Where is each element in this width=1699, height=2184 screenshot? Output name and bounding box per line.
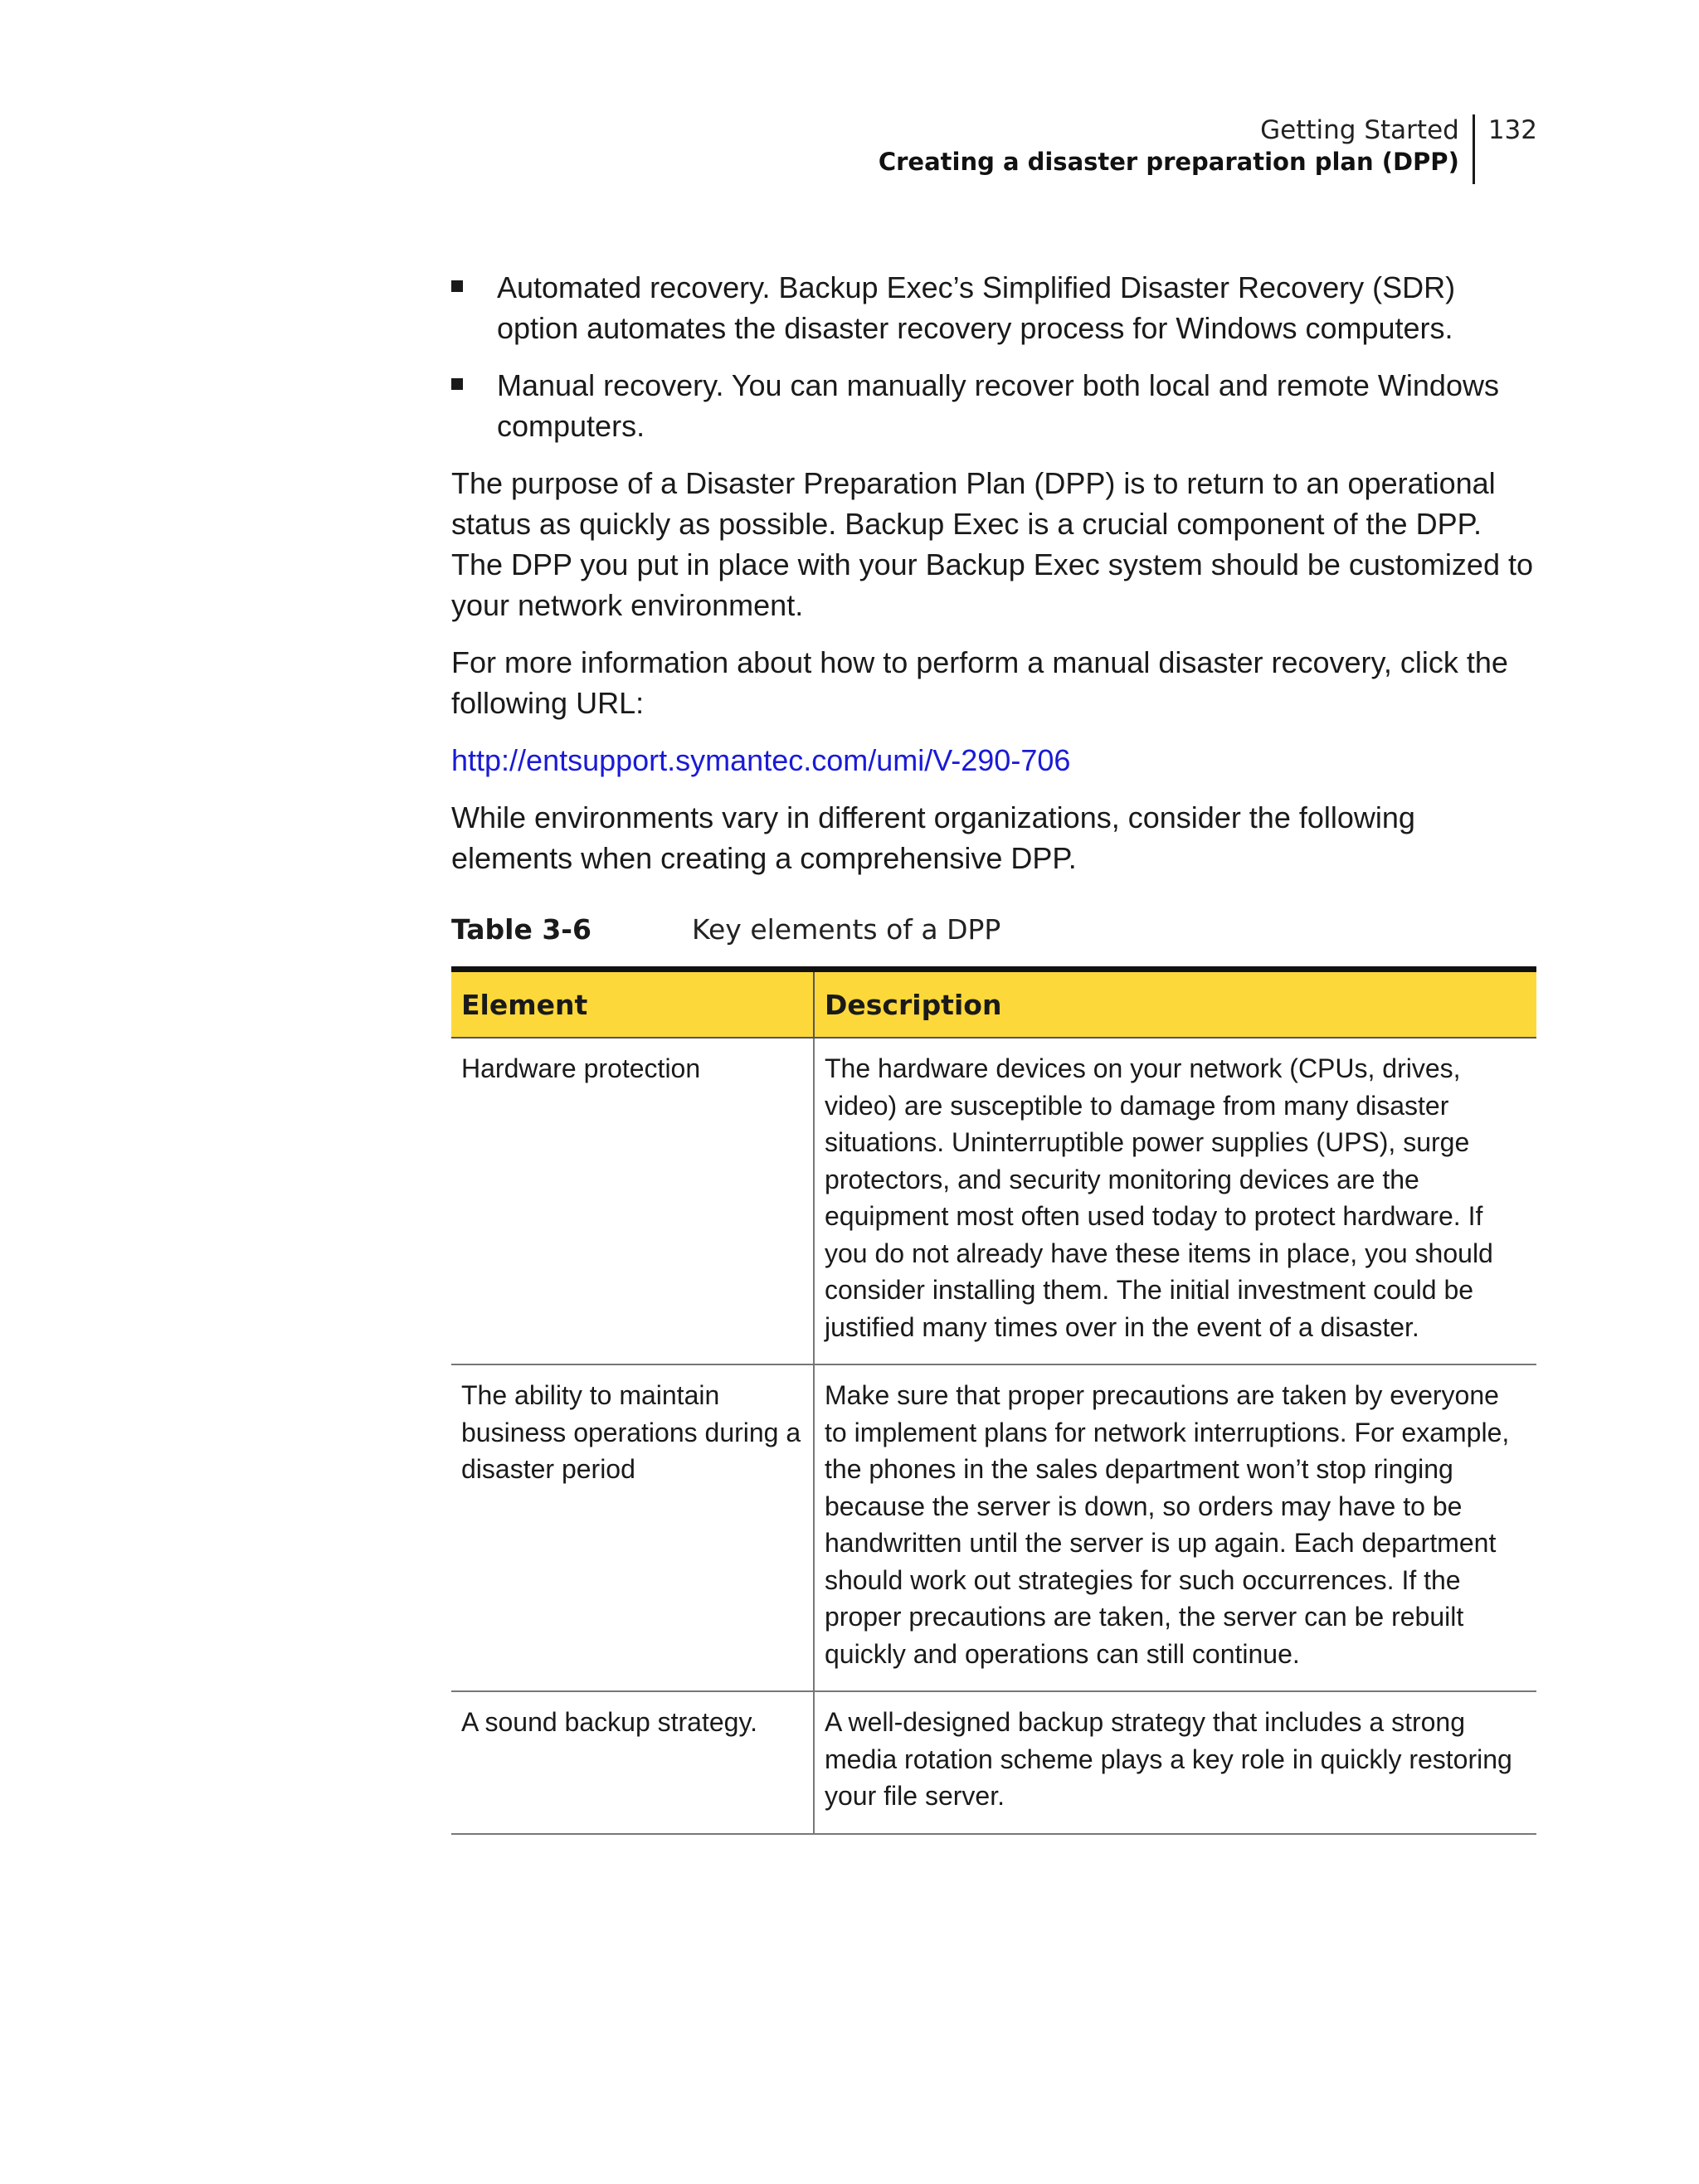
bullet-manual-recovery [451, 365, 1536, 446]
description-cell: The hardware devices on your network (CPUs, drives, video) are susceptible to damage from many disaster situations. Uninterruptible power supplies (UPS), surge protectors, and security monitoring devices are the equipment most often used today to protect hardware. If you do not already have these items in place, you should consider installing them. The initial investment could be justified many times over in the event of a disaster. [814, 1038, 1536, 1364]
header-titles [879, 114, 1475, 184]
header-element: Element [451, 970, 814, 1038]
element-cell: The ability to maintain business operations during a disaster period [451, 1364, 814, 1691]
page-number: 132 [1487, 115, 1537, 145]
support-url-link[interactable]: http://entsupport.symantec.com/umi/V-290-706 [451, 743, 1071, 777]
element-cell: Hardware protection [451, 1038, 814, 1364]
description-cell: Make sure that proper precautions are taken by everyone to implement plans for network interruptions. For example, the phones in the sales department won’t stop ringing because the server is down, so orders may have to be handwritten until the server is up again. Each department should work out strategies for such occurrences. If the proper precautions are taken, the server can be rebuilt quickly and operations can still continue. [814, 1364, 1536, 1691]
more-info-paragraph: For more information about how to perform a manual disaster recovery, click the following URL: [451, 645, 1508, 720]
bullet-text: Manual recovery. You can manually recover both local and remote Windows computers. [497, 368, 1499, 443]
bullet-automated-recovery [451, 267, 1536, 348]
description-cell: A well-designed backup strategy that includes a strong media rotation scheme plays a key role in quickly restoring your file server. [814, 1691, 1536, 1834]
running-header [879, 114, 1537, 184]
purpose-paragraph: The purpose of a Disaster Preparation Plan (DPP) is to return to an operational status as quickly as possible. Backup Exec is a crucial component of the DPP. The DPP you put in place with your Backup Exec system should be customized to your network environment. [451, 466, 1533, 622]
table-number: Table 3-6 [451, 913, 591, 946]
square-bullet-icon [451, 378, 463, 390]
element-cell: A sound backup strategy. [451, 1691, 814, 1834]
table-caption [451, 912, 1536, 948]
section-title: Creating a disaster preparation plan (DPP) [878, 148, 1459, 176]
table-title: Key elements of a DPP [692, 913, 1001, 946]
table-header-row [451, 970, 1536, 1038]
table-row [451, 1691, 1536, 1834]
square-bullet-icon [451, 280, 463, 292]
page-content [451, 267, 1536, 1835]
table-row [451, 1364, 1536, 1691]
chapter-title: Getting Started [1260, 115, 1459, 145]
environments-paragraph: While environments vary in different organizations, consider the following elements when creating a comprehensive DPP. [451, 800, 1415, 875]
dpp-elements-table [451, 966, 1536, 1835]
table-row [451, 1038, 1536, 1364]
header-description: Description [814, 970, 1536, 1038]
recovery-bullet-list [451, 267, 1536, 446]
bullet-text: Automated recovery. Backup Exec’s Simplified Disaster Recovery (SDR) option automates the disaster recovery process for Windows computers. [497, 270, 1456, 345]
